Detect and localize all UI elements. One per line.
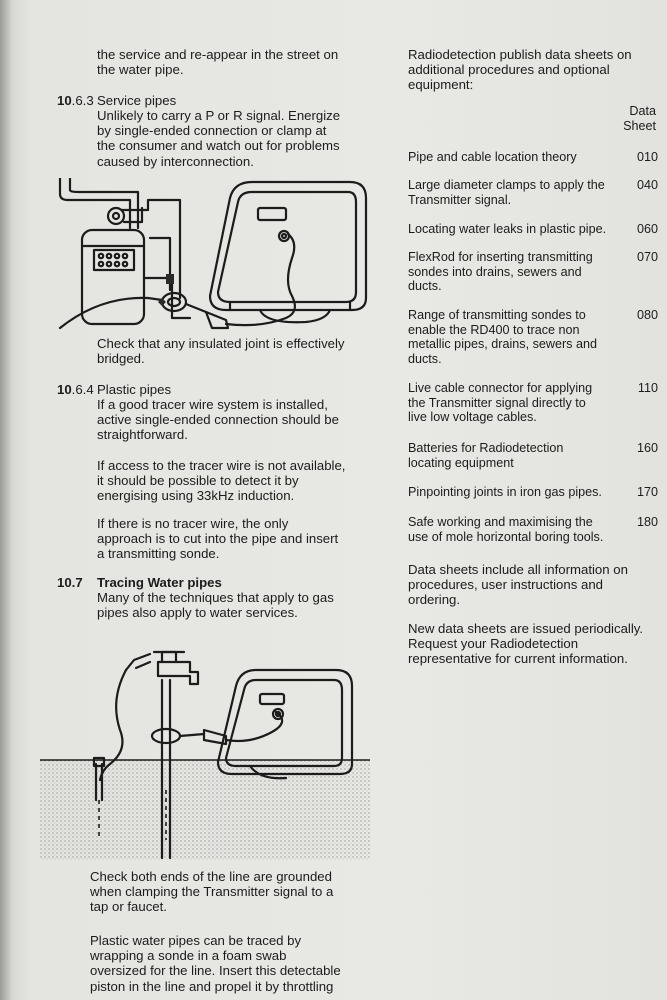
data-sheet-row	[408, 178, 660, 207]
data-sheet-label: Large diameter clamps to apply the Transmitter signal.	[408, 178, 605, 207]
data-sheet-code: 080	[636, 308, 658, 322]
data-sheet-code: 040	[636, 178, 658, 192]
data-sheet-row	[408, 222, 660, 237]
tracing-water-pipes-body: Many of the techniques that apply to gas pipes also apply to water services.	[97, 590, 334, 621]
plastic-pipes-paragraph-3: If there is no tracer wire, the only approach is to cut into the pipe and insert a transmitting sonde.	[97, 516, 339, 562]
data-sheet-label: Range of transmitting sondes to enable the RD400 to trace non metallic pipes, drains, sewers and ducts.	[408, 308, 597, 366]
meter-connection-illustration	[30, 178, 370, 338]
plastic-pipes-paragraph-2: If access to the tracer wire is not available, it should be possible to detect it by energising using 33kHz induction.	[97, 458, 346, 504]
data-sheet-code: 170	[636, 485, 658, 499]
service-pipes-caption: Check that any insulated joint is effectively bridged.	[97, 336, 345, 367]
data-sheet-label: Pipe and cable location theory	[408, 150, 577, 164]
data-sheet-code: 060	[636, 222, 658, 236]
data-sheet-column-header: Data Sheet	[623, 104, 656, 133]
service-pipes-body: Unlikely to carry a P or R signal. Energize by single-ended connection or clamp at the consumer and watch out for problems caused by interconnection.	[97, 108, 341, 169]
data-sheet-label: Batteries for Radiodetection locating equipment	[408, 441, 564, 470]
data-sheet-row	[408, 381, 660, 425]
left-intro-text: the service and re-appear in the street on the water pipe.	[97, 47, 339, 78]
data-sheets-note-1: Data sheets include all information on procedures, user instructions and ordering.	[408, 562, 628, 608]
section-number-10-6-3: 10.6.3	[57, 93, 94, 108]
data-sheet-code: 010	[636, 150, 658, 164]
data-sheet-row	[408, 441, 660, 470]
section-number-10-7: 10.7	[57, 575, 83, 590]
tap-grounding-illustration	[40, 640, 370, 860]
data-sheet-row	[408, 515, 660, 544]
plastic-pipes-paragraph-1: If a good tracer wire system is installed, active single-ended connection should be straightforward.	[97, 397, 339, 443]
data-sheets-intro: Radiodetection publish data sheets on additional procedures and optional equipment:	[408, 47, 632, 93]
data-sheet-row	[408, 150, 660, 165]
data-sheet-row	[408, 485, 660, 500]
page-binding-edge	[0, 0, 12, 1000]
data-sheet-row	[408, 250, 660, 294]
data-sheet-label: Safe working and maximising the use of mole horizontal boring tools.	[408, 515, 604, 544]
section-title-tracing-water-pipes: Tracing Water pipes	[97, 575, 222, 590]
data-sheet-code: 180	[636, 515, 658, 529]
plastic-water-pipes-paragraph: Plastic water pipes can be traced by wrapping a sonde in a foam swab oversized for the line. Insert this detectable piston in the line and propel it by throttling	[90, 933, 341, 994]
section-title-service-pipes: Service pipes	[97, 93, 177, 108]
data-sheet-label: FlexRod for inserting transmitting sondes into drains, sewers and ducts.	[408, 250, 593, 294]
data-sheet-code: 110	[637, 381, 658, 395]
data-sheet-label: Locating water leaks in plastic pipe.	[408, 222, 607, 236]
data-sheet-code: 160	[636, 441, 658, 455]
data-sheet-code: 070	[636, 250, 658, 264]
data-sheets-note-2: New data sheets are issued periodically. Request your Radiodetection representative for current information.	[408, 621, 644, 667]
data-sheet-row	[408, 308, 660, 366]
data-sheet-label: Live cable connector for applying the Transmitter signal directly to live low voltage cables.	[408, 381, 593, 425]
data-sheet-label: Pinpointing joints in iron gas pipes.	[408, 485, 602, 499]
tap-grounding-caption: Check both ends of the line are grounded when clamping the Transmitter signal to a tap or faucet.	[90, 869, 334, 915]
section-title-plastic-pipes: Plastic pipes	[97, 382, 172, 397]
section-number-10-6-4: 10.6.4	[57, 382, 94, 397]
